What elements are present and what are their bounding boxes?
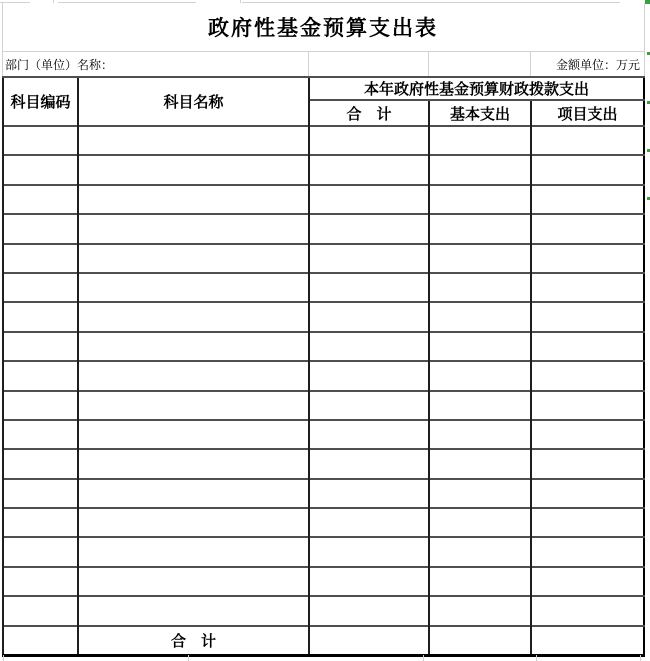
gridline-bottom-stub [188, 655, 189, 661]
body-cell[interactable] [78, 537, 309, 566]
department-name-label: 部门（单位）名称： [5, 58, 114, 72]
body-cell[interactable] [78, 332, 309, 361]
body-cell[interactable] [3, 302, 78, 331]
body-cell[interactable] [309, 420, 429, 449]
table-row [3, 361, 644, 390]
body-cell[interactable] [429, 332, 531, 361]
body-cell[interactable] [78, 596, 309, 625]
gridline-bottom-stub [536, 655, 537, 661]
body-cell[interactable] [3, 420, 78, 449]
body-cell[interactable] [309, 214, 429, 243]
body-cell[interactable] [531, 332, 644, 361]
table-row [3, 479, 644, 508]
body-cell[interactable] [531, 391, 644, 420]
body-cell[interactable] [429, 391, 531, 420]
body-cell[interactable] [78, 302, 309, 331]
body-cell[interactable] [309, 567, 429, 596]
header-subject-code[interactable]: 科目编码 [3, 77, 78, 126]
gridline-bottom-stub [3, 655, 4, 661]
body-cell[interactable] [78, 567, 309, 596]
budget-table [2, 76, 645, 657]
body-cell[interactable] [429, 361, 531, 390]
table-row [3, 537, 644, 566]
body-cell[interactable] [3, 185, 78, 214]
body-cell[interactable] [531, 155, 644, 184]
gridline-bottom-stub [423, 655, 424, 661]
meta-row-gridline [530, 51, 531, 76]
body-cell[interactable] [531, 420, 644, 449]
body-cell[interactable] [309, 273, 429, 302]
table-row [3, 449, 644, 478]
body-cell[interactable] [531, 185, 644, 214]
table-row [3, 214, 644, 243]
body-cell[interactable] [531, 596, 644, 625]
meta-row[interactable] [2, 51, 644, 77]
gridline-bottom-stub [640, 655, 641, 661]
body-cell[interactable] [3, 391, 78, 420]
budget-table-header [3, 77, 644, 126]
body-cell[interactable] [3, 126, 78, 155]
body-cell[interactable] [309, 479, 429, 508]
amount-unit-label: 金额单位：万元 [555, 58, 640, 72]
body-cell[interactable] [78, 420, 309, 449]
body-cell[interactable] [531, 449, 644, 478]
body-cell[interactable] [78, 508, 309, 537]
budget-table-body [3, 126, 644, 656]
body-cell[interactable] [3, 508, 78, 537]
body-cell[interactable] [429, 302, 531, 331]
body-cell[interactable] [309, 508, 429, 537]
body-cell[interactable] [309, 361, 429, 390]
table-title-cell[interactable] [2, 3, 644, 51]
body-cell[interactable] [429, 185, 531, 214]
body-cell[interactable] [78, 361, 309, 390]
table-row [3, 391, 644, 420]
header-total[interactable]: 合 计 [309, 100, 429, 126]
body-cell[interactable] [3, 214, 78, 243]
header-basic-expenditure[interactable]: 基本支出 [429, 100, 531, 126]
total-row [3, 626, 644, 656]
body-cell[interactable] [309, 185, 429, 214]
body-cell[interactable] [78, 126, 309, 155]
body-cell[interactable] [429, 420, 531, 449]
body-cell[interactable] [309, 626, 429, 656]
body-cell[interactable] [309, 537, 429, 566]
body-cell[interactable] [531, 567, 644, 596]
header-project-expenditure[interactable]: 项目支出 [531, 100, 644, 126]
table-row [3, 155, 644, 184]
body-cell[interactable] [309, 302, 429, 331]
body-cell[interactable] [429, 449, 531, 478]
table-row [3, 185, 644, 214]
table-row [3, 273, 644, 302]
body-cell[interactable] [3, 332, 78, 361]
body-cell[interactable] [429, 567, 531, 596]
body-cell[interactable] [429, 214, 531, 243]
body-cell[interactable] [531, 126, 644, 155]
body-cell[interactable] [309, 155, 429, 184]
body-cell[interactable] [429, 479, 531, 508]
body-cell[interactable] [429, 508, 531, 537]
table-row [3, 420, 644, 449]
body-cell[interactable] [531, 273, 644, 302]
body-cell[interactable] [429, 626, 531, 656]
body-cell[interactable] [3, 537, 78, 566]
body-cell[interactable] [3, 567, 78, 596]
body-cell[interactable] [309, 596, 429, 625]
table-row [3, 244, 644, 273]
body-cell[interactable] [531, 537, 644, 566]
table-row [3, 126, 644, 155]
body-cell[interactable] [429, 596, 531, 625]
body-cell[interactable] [78, 155, 309, 184]
body-cell[interactable] [309, 332, 429, 361]
body-cell[interactable] [531, 214, 644, 243]
body-cell[interactable] [3, 155, 78, 184]
table-row [3, 567, 644, 596]
body-cell[interactable] [78, 449, 309, 478]
body-cell[interactable] [78, 273, 309, 302]
body-cell[interactable] [531, 508, 644, 537]
body-cell[interactable] [429, 537, 531, 566]
body-cell[interactable] [531, 626, 644, 656]
body-cell[interactable] [3, 273, 78, 302]
body-cell[interactable] [78, 479, 309, 508]
body-cell[interactable] [309, 126, 429, 155]
body-cell[interactable] [429, 155, 531, 184]
body-cell[interactable] [531, 361, 644, 390]
body-cell[interactable] [3, 361, 78, 390]
gridline-right [644, 3, 645, 76]
meta-row-gridline [428, 51, 429, 76]
table-row [3, 302, 644, 331]
body-cell[interactable] [78, 185, 309, 214]
body-cell[interactable] [3, 626, 78, 656]
body-cell[interactable] [78, 214, 309, 243]
body-cell[interactable] [531, 479, 644, 508]
body-cell[interactable] [309, 449, 429, 478]
body-cell[interactable] [3, 244, 78, 273]
body-cell[interactable] [78, 244, 309, 273]
body-cell[interactable] [531, 302, 644, 331]
table-title: 政府性基金预算支出表 [208, 17, 438, 40]
body-cell[interactable] [429, 126, 531, 155]
meta-row-gridline [308, 51, 309, 76]
body-cell[interactable] [78, 391, 309, 420]
page-break-corner-mark [645, 0, 650, 4]
body-cell[interactable] [3, 449, 78, 478]
body-cell[interactable] [309, 391, 429, 420]
header-fund-allocation-group[interactable]: 本年政府性基金预算财政拨款支出 [309, 77, 644, 100]
body-cell[interactable] [3, 479, 78, 508]
total-row-label[interactable]: 合 计 [78, 626, 309, 656]
body-cell[interactable] [3, 596, 78, 625]
table-row [3, 508, 644, 537]
table-row [3, 332, 644, 361]
body-cell[interactable] [309, 244, 429, 273]
table-row [3, 596, 644, 625]
body-cell[interactable] [531, 244, 644, 273]
body-cell[interactable] [429, 244, 531, 273]
body-cell[interactable] [429, 273, 531, 302]
header-subject-name[interactable]: 科目名称 [78, 77, 309, 126]
